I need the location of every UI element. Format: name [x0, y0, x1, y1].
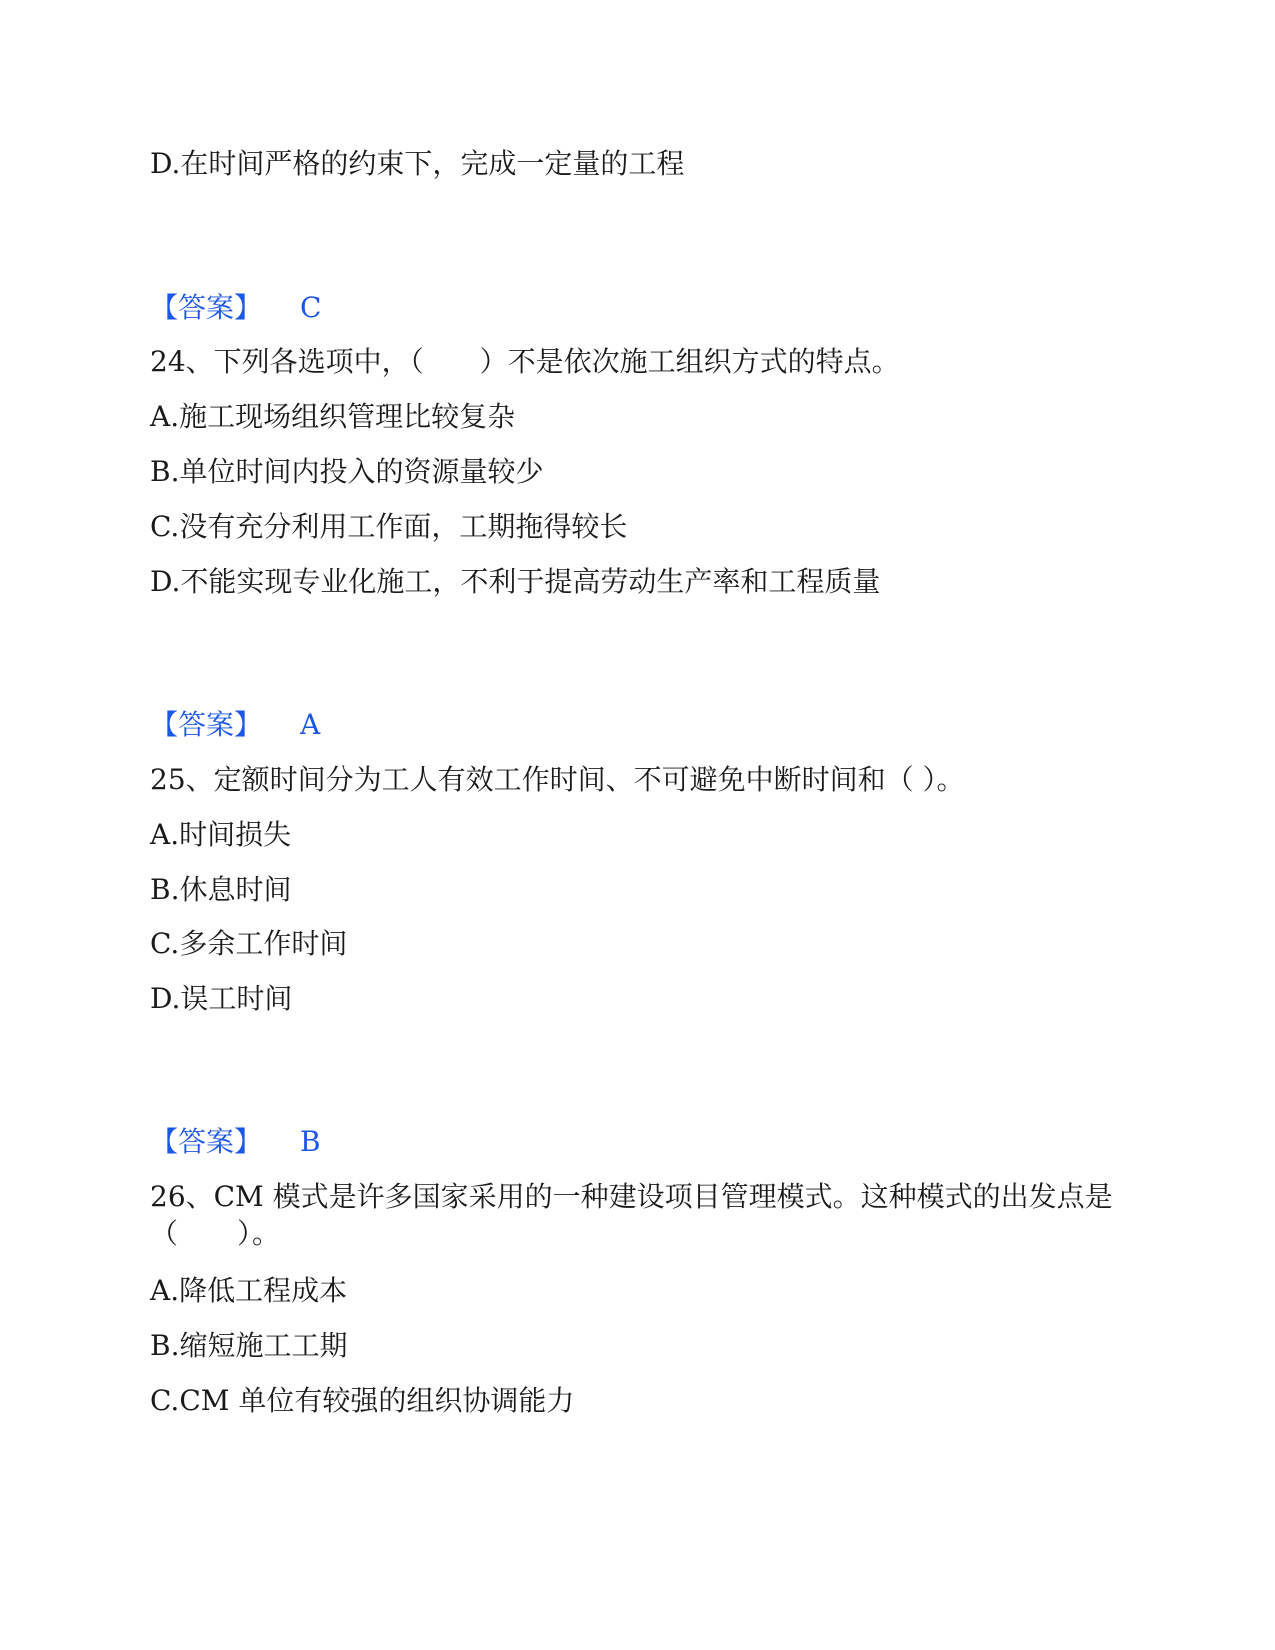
answer-tag: 【答案】	[150, 1125, 263, 1158]
answer-23	[150, 290, 321, 326]
q26-option-a: A.降低工程成本	[150, 1274, 348, 1307]
q24-stem: 24、下列各选项中，（ ）不是依次施工组织方式的特点。	[150, 345, 900, 378]
q26-option-b: B.缩短施工工期	[150, 1329, 348, 1362]
q24-option-b: B.单位时间内投入的资源量较少	[150, 455, 544, 488]
answer-value: B	[300, 1125, 321, 1158]
q24-option-d: D.不能实现专业化施工，不利于提高劳动生产率和工程质量	[150, 565, 881, 598]
q24-option-a: A.施工现场组织管理比较复杂	[150, 400, 516, 433]
answer-value: C	[300, 291, 322, 324]
answer-tag: 【答案】	[150, 708, 263, 741]
q26-stem-line1: 26、CM 模式是许多国家采用的一种建设项目管理模式。这种模式的出发点是	[150, 1180, 1113, 1213]
q25-option-b: B.休息时间	[150, 873, 292, 906]
q25-option-c: C.多余工作时间	[150, 927, 348, 960]
q26-stem-line2: （ ）。	[150, 1217, 282, 1250]
q26-option-c: C.CM 单位有较强的组织协调能力	[150, 1384, 575, 1417]
answer-25	[150, 1124, 321, 1160]
q25-stem: 25、定额时间分为工人有效工作时间、不可避免中断时间和（ ）。	[150, 763, 965, 796]
prev-option-d: D.在时间严格的约束下，完成一定量的工程	[150, 147, 685, 180]
q25-option-a: A.时间损失	[150, 818, 292, 851]
answer-24	[150, 707, 320, 743]
q25-option-d: D.误工时间	[150, 982, 293, 1015]
q24-option-c: C.没有充分利用工作面，工期拖得较长	[150, 510, 628, 543]
answer-tag: 【答案】	[150, 291, 263, 324]
answer-value: A	[300, 708, 321, 741]
